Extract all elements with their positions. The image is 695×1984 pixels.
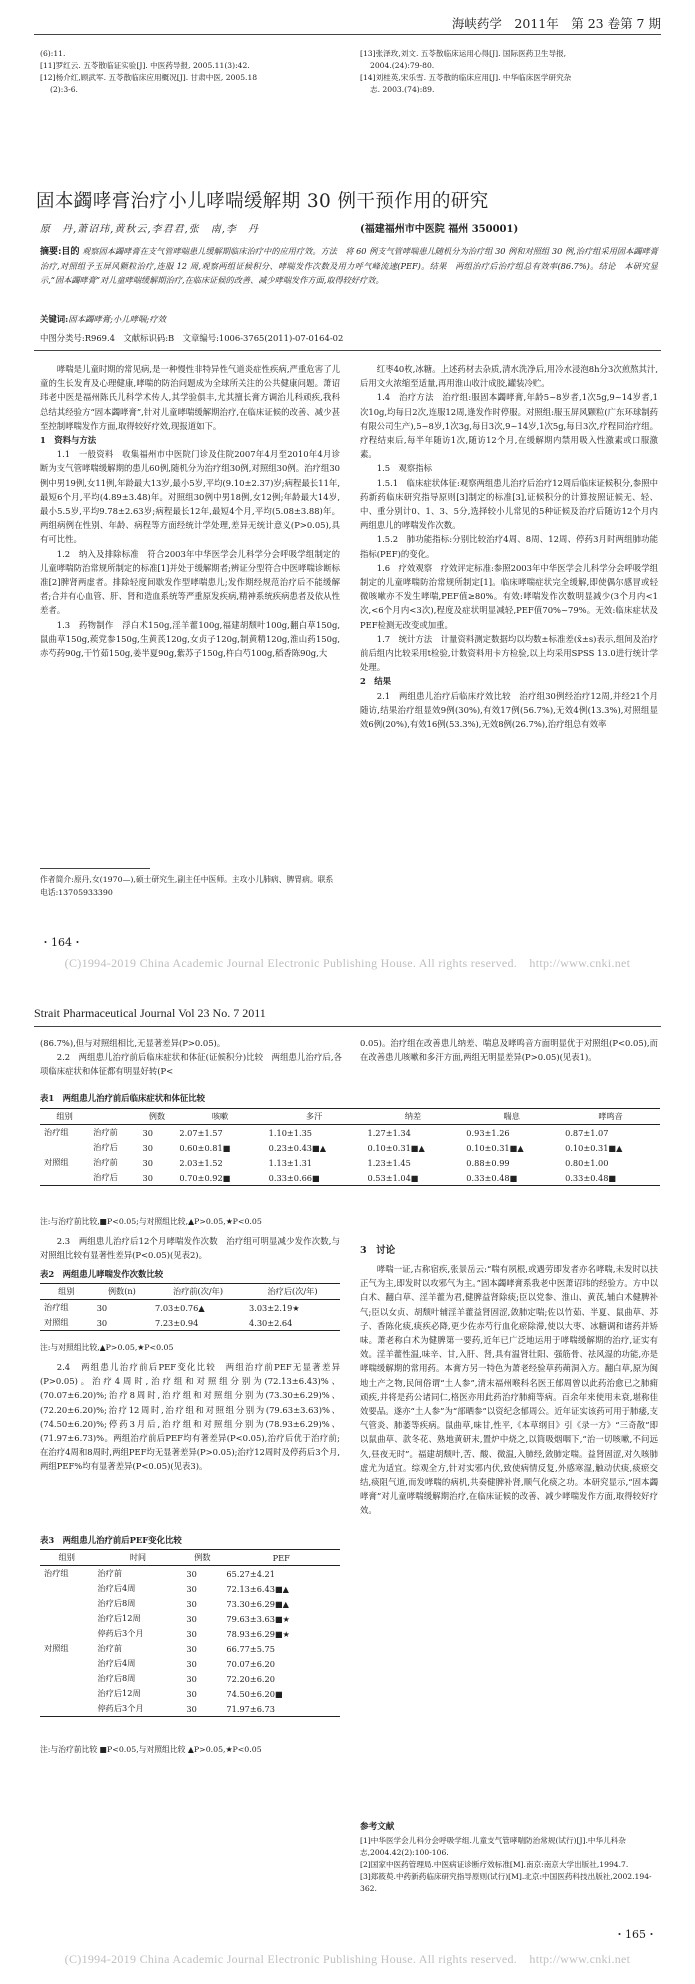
table-cell: 0.87±1.07 — [565, 1127, 609, 1138]
table-cell: 30 — [186, 1688, 197, 1699]
section-heading: 2 结果 — [360, 676, 391, 687]
table-cell — [40, 1701, 93, 1717]
table2 — [40, 1283, 340, 1331]
discussion-body — [360, 1262, 658, 1518]
table-header-cell — [89, 1109, 138, 1125]
page-number: ・164・ — [40, 936, 83, 949]
table-row — [40, 1155, 660, 1170]
table-cell: 0.60±0.81■ — [179, 1142, 231, 1153]
table-cell: 30 — [142, 1127, 153, 1138]
table-cell: 治疗后12周 — [97, 1688, 141, 1698]
right-column — [360, 362, 658, 731]
paragraph: 2.4 两组患儿治疗前后PEF变化比较 两组治疗前PEF无显著差异(P>0.05)。治疗4周时,治疗组和对照组分别为(72.13±6.43)%、(70.07±6.20)%;治疗8周时,治疗组和对照组分别为(73.30±6.29)%、(72.20±6.20)%;治疗12周时,治疗组和对照组分别为(79.63±3.63)%、(74.50±6.20)%;停药3月后,治疗组和对照组分别为(78.93±6.29)%、(71.97±6.73)%。两组治疗前后PEF均有著差异(P<0.05),治疗后优于治疗前;在治疗4周和8周时,两组PEF均无显著差异(P>0.05);治疗12周时及停药后3个月,两组PEF%均有显著差异(P<0.05)(见表3)。 — [40, 1362, 340, 1472]
table-cell: 30 — [142, 1172, 153, 1183]
keywords — [40, 313, 166, 325]
copyright-watermark: (C)1994-2019 China Academic Journal Electronic Publishing House. All rights reserved. http://www.cnki.net — [64, 956, 631, 970]
table-cell: 78.93±6.29■★ — [226, 1628, 291, 1639]
section-heading: 1 资料与方法 — [40, 435, 97, 446]
references-list — [360, 1835, 658, 1895]
table-cell: 治疗组 — [44, 1127, 69, 1137]
table-cell — [40, 1656, 93, 1671]
table1 — [40, 1108, 660, 1186]
table-cell: 0.33±0.66■ — [268, 1172, 320, 1183]
table2-caption: 表2 两组患儿哮喘发作次数比较 — [40, 1269, 164, 1279]
table-cell: 治疗后8周 — [97, 1673, 136, 1683]
table-cell: 30 — [142, 1142, 153, 1153]
table-header-cell: 治疗前(次/年) — [172, 1286, 224, 1296]
table-cell: 74.50±6.20■ — [226, 1688, 283, 1699]
table-cell: 3.03±2.19★ — [249, 1302, 300, 1313]
table-cell: 1.23±1.45 — [367, 1157, 411, 1168]
table-header-row — [40, 1550, 340, 1566]
table-cell: 30 — [186, 1673, 197, 1684]
table-cell: 71.97±6.73 — [226, 1703, 275, 1714]
reference-item: [1]中华医学会儿科分会呼吸学组.儿童支气管哮喘防治常规(试行)[J].中华儿科杂志,2004.42(2):100-106. — [360, 1836, 626, 1857]
table-cell: 73.30±6.29■▲ — [226, 1598, 289, 1609]
table-cell: 30 — [96, 1317, 108, 1328]
table-cell: 停药后3个月 — [97, 1628, 144, 1638]
table2-note: 注:与对照组比较,▲P>0.05,★P<0.05 — [40, 1343, 174, 1352]
table-cell: 30 — [186, 1583, 197, 1594]
running-header: 海峡药学 2011年 第 23 卷第 7 期 — [451, 16, 661, 31]
paragraph: 红枣40枚,冰糖。上述药材去杂质,清水洗净后,用冷水浸泡8h分3次煎熬其汁,后用文火浓缩至适量,再用淮山收汁成胶,罐装冷贮。 — [360, 364, 658, 389]
table-cell — [40, 1611, 93, 1626]
table-row — [40, 1566, 340, 1582]
table-cell: 对照组 — [44, 1643, 69, 1653]
abstract-text: 观察固本蠲哮膏在支气管哮喘患儿缓解期临床治疗中的应用疗效。方法 将 60 例支气管哮喘患儿随机分为治疗组 30 例和对照组 30 例,治疗组采用固本蠲哮膏治疗,对照组予玉屏风颗粒治疗,连服 12 周,观察两组证候积分、哮喘发作次数及用力呼气峰流速(PEF)。结果 两组治疗后治疗组总有效率(86.7%)。结论 本研究显示,“固本蠲哮膏”对儿童哮喘缓解期治疗,在临床证候的改善、减少哮喘发作方面,取得较好疗效。 — [40, 246, 658, 285]
table-cell: 治疗组 — [44, 1568, 69, 1578]
table-cell: 0.10±0.31■▲ — [367, 1142, 425, 1153]
table-cell: 30 — [186, 1568, 197, 1579]
table-cell: 0.33±0.48■ — [466, 1172, 518, 1183]
table-cell: 30 — [186, 1643, 197, 1654]
table-cell: 治疗后 — [93, 1172, 118, 1182]
table-cell: 0.70±0.92■ — [179, 1172, 231, 1183]
table-cell: 4.30±2.64 — [249, 1317, 293, 1328]
table-header-cell: 喘息 — [503, 1111, 520, 1121]
paragraph: 1.2 纳入及排除标准 符合2003年中华医学会儿科学分会呼吸学组制定的儿童哮喘防治常规所制定的标准[1]并处于缓解期者;辨证分型符合中医哮喘诊断标准[2]脾肾两虚者。排除轻度间歇发作型哮喘患儿;发作期经规范治疗后不能缓解者;合并有心血管、肝、肾和造血系统等严重原发疾病,精神系统疾病患者及依从性差者。 — [40, 548, 340, 616]
top-refs-right — [360, 48, 660, 96]
table-cell: 治疗后4周 — [97, 1658, 136, 1668]
table-row — [40, 1611, 340, 1626]
table-cell: 治疗前 — [97, 1568, 123, 1578]
section-2-3 — [40, 1234, 340, 1262]
paragraph: 1.5 观察指标 — [376, 463, 432, 474]
author-list: 原 丹,萧诏玮,黄秋云,李君君,张 南,李 丹 — [40, 224, 259, 235]
paragraph: 1.4 治疗方法 治疗组:服固本蠲哮膏,年龄5~8岁者,1次5g,9~14岁者,1次10g,均每日2次,连服12周,逢发作时停服。对照组:服玉屏风颗粒(广东环球制药有限公司生产),5~8岁,1次3g,每日3次,9~14岁,1次5g,每日3次,疗程同治疗组。疗程结束后,每半年随访1次,随访12个月,在缓解期内禁用吸入性激素或口服激素。 — [360, 392, 658, 460]
reference-item: [3]郑筱萸.中药新药临床研究指导原则(试行)[M].北京:中国医药科技出版社,2002.194-362. — [360, 1872, 652, 1893]
table-row — [40, 1671, 340, 1686]
table-header-cell: 例数 — [194, 1552, 211, 1562]
table-cell: 72.20±6.20 — [226, 1673, 275, 1684]
paragraph: 1.3 药物制作 浮白术150g,淫羊藿100g,福建胡颓叶100g,翻白草150g,鼠曲草150g,蒺党参150g,生黄芪120g,女贞子120g,制黄精120g,淮山药150g,赤芍药90g,干竹茹150g,姜半夏90g,紫苏子150g,杵白芍100g,稻香陈90g,大 — [40, 619, 340, 659]
table-cell: 2.07±1.57 — [179, 1127, 223, 1138]
table-cell — [40, 1671, 93, 1686]
table-cell: 治疗后4周 — [97, 1583, 136, 1593]
table-cell: 停药后3个月 — [97, 1703, 144, 1713]
classification-line: 中图分类号:R969.4 文献标识码:B 文章编号:1006-3765(2011)-07-0164-02 — [40, 333, 344, 343]
table-row — [40, 1686, 340, 1701]
paragraph: 2.3 两组患儿治疗后12个月哮喘发作次数 治疗组可明显减少发作次数,与对照组比较有显著性差异(P<0.05)(见表2)。 — [40, 1236, 340, 1261]
table-header-cell: 咳嗽 — [211, 1111, 229, 1121]
header-rule — [34, 1026, 661, 1027]
table-row — [40, 1641, 340, 1656]
table-cell: 65.27±4.21 — [226, 1568, 275, 1579]
paragraph: 1.1 一般资料 收集福州市中医院门诊及住院2007年4月至2010年4月诊断为支气管哮喘缓解期的患儿60例,随机分为治疗组30例,对照组30例。治疗组30例中男19例,女11例,年龄最大13岁,最小5岁,平均(9.10±2.37)岁;病程最长11年,最短6个月,平均(4.89±3.48)年。对照组30例中男18例,女12例;年龄最大14岁,最小5.5岁,平均9.78±2.63岁;病程最长12年,最短4个月,平均(5.08±3.88)年。两组病例在性别、年龄、病程等方面经统计学处理,差异无统计意义(P>0.05),具有可比性。 — [40, 449, 340, 545]
table-cell: 治疗前 — [93, 1127, 118, 1137]
affiliation: (福建福州市中医院 福州 350001) — [360, 224, 519, 235]
table1-caption: 表1 两组患儿治疗前后临床症状和体征比较 — [40, 1093, 205, 1103]
table-cell: 1.10±1.35 — [268, 1127, 312, 1138]
table-cell: 0.10±0.31■▲ — [466, 1142, 524, 1153]
table-header-cell: 多汗 — [305, 1111, 323, 1121]
abstract-rule — [34, 350, 661, 351]
table-cell: 30 — [186, 1628, 197, 1639]
paragraph: 哮喘是儿童时期的常见病,是一种慢性非特异性气道炎症性疾病,严重危害了儿童的生长发育及心理健康,哮喘的防治问题成为全球所关注的公共健康问题。萧诏玮老中医是福州陈氏儿科学术传人,其学验俱丰,尤其擅长膏方调治儿科顽疾,我科总结其经验方“固本蠲哮膏”,针对儿童哮喘缓解期治疗,在临床证候的改善、减少甚至控制哮喘发作方面,取得较好疗效,现报道如下。 — [40, 364, 340, 431]
ref-line: 志. 2003.(74):89. — [370, 85, 435, 94]
paragraph: 1.6 疗效观察 疗效评定标准:参照2003年中华医学会儿科学分会呼吸学组制定的儿童哮喘防治常规所制定[1]。临床哮喘症状完全缓解,即使偶尔感冒或轻微咳嗽亦不发生哮喘,PEF值≥80%。有效:哮喘发作次数明显减少(3个月内<1次,<6个月内<3次),程度及症状明显减轻,PEF值70%~79%。无效:临床症状及PEF检测无改变或加重。 — [360, 562, 658, 630]
left-column — [40, 362, 340, 660]
table-cell: 治疗后8周 — [97, 1598, 136, 1608]
table-header-cell: 时间 — [129, 1552, 147, 1562]
table1-note: 注:与治疗前比较,■P<0.05;与对照组比较,▲P>0.05,★P<0.05 — [40, 1217, 262, 1226]
ref-line: [11]罗红云. 五苓散临证实验[J]. 中医药导报, 2005.11(3):42. — [40, 61, 250, 70]
table-cell: 治疗后 — [93, 1142, 118, 1152]
paragraph: 2.2 两组患儿治疗前后临床症状和体征(证候积分)比较 两组患儿治疗后,各项临床症状和体征都有明显好转(P< — [40, 1052, 342, 1077]
table-cell — [40, 1170, 89, 1186]
table-cell: 7.23±0.94 — [155, 1317, 199, 1328]
table-cell: 0.88±0.99 — [466, 1157, 510, 1168]
table3 — [40, 1549, 340, 1717]
left-top-text — [40, 1036, 342, 1079]
ref-line: [14]刘桂英,宋乐雪. 五苓散的临床应用[J]. 中华临床医学研究杂 — [360, 73, 572, 82]
table-cell: 30 — [142, 1157, 153, 1168]
table-row — [40, 1596, 340, 1611]
table-cell — [40, 1686, 93, 1701]
table-cell — [40, 1626, 93, 1641]
paragraph: 0.05)。治疗组在改善患儿纳差、喘息及哮鸣音方面明显优于对照组(P<0.05),而在改善患儿咳嗽和多汗方面,两组无明显差异(P>0.05)(见表1)。 — [360, 1038, 658, 1063]
table-cell: 7.03±0.76▲ — [155, 1302, 205, 1313]
table-row — [40, 1315, 340, 1331]
table-cell: 0.93±1.26 — [466, 1127, 510, 1138]
table-header-cell: 例数(n) — [107, 1286, 136, 1296]
page-number: ・165・ — [614, 1928, 657, 1941]
table-cell: 30 — [186, 1598, 197, 1609]
table-cell: 30 — [186, 1613, 197, 1624]
keywords-text: 固本蠲哮膏;小儿哮喘;疗效 — [68, 314, 166, 324]
table-cell: 0.23±0.43■▲ — [268, 1142, 327, 1153]
table-cell: 66.77±5.75 — [226, 1643, 275, 1654]
table-header-cell: 治疗后(次/年) — [267, 1286, 318, 1296]
keywords-label: 关键词: — [40, 314, 69, 324]
table-cell: 30 — [96, 1302, 108, 1313]
header-rule — [34, 34, 661, 35]
table-header-cell: 组别 — [58, 1286, 75, 1296]
top-refs-left — [40, 48, 345, 96]
table-cell: 治疗组 — [44, 1302, 69, 1312]
table-header-cell: 哮鸣音 — [598, 1111, 623, 1121]
table-cell: 30 — [186, 1703, 197, 1714]
ref-line: (2):3-6. — [50, 85, 78, 94]
table-cell: 治疗前 — [93, 1157, 118, 1167]
abstract-label: 摘要:目的 — [40, 247, 80, 257]
abstract — [40, 244, 658, 287]
table-row — [40, 1701, 340, 1717]
table-header-cell: PEF — [272, 1552, 290, 1563]
author-note: 作者简介:原丹,女(1970—),硕士研究生,副主任中医师。主攻小儿肺病、脾胃病。联系电话:13705933390 — [40, 875, 334, 897]
table-cell — [40, 1140, 89, 1155]
table-header-row — [40, 1284, 340, 1300]
table-row — [40, 1626, 340, 1641]
running-header: Strait Pharmaceutical Journal Vol 23 No. 7 2011 — [34, 1006, 266, 1020]
table-row — [40, 1170, 660, 1186]
journal-page-165 — [0, 992, 695, 1984]
ref-line: (6):11. — [40, 49, 66, 58]
ref-line: [12]杨介红,顾武军. 五苓散临床应用概况[J]. 甘肃中医, 2005.18 — [40, 73, 258, 82]
table-cell: 0.10±0.31■▲ — [565, 1142, 623, 1153]
table-row — [40, 1656, 340, 1671]
paragraph: 哮喘一证,古称宿疾,张景岳云:“喘有夙根,或遇劳即发者亦名哮喘,未发时以扶正气为主,即发时以攻邪气为主。”固本蠲哮膏系我老中医萧诏玮的经验方。方中以白术、翻白草、淫羊藿为君,健脾益肾除痰;臣以党参、淮山、黄芪,辅白术健脾补气;臣以女贞、胡颓叶辅淫羊藿益肾固涩,敛肺定喘;佐以竹茹、半夏、鼠曲草、苏子、香陈化痰,痰疾必降,更少佐赤芍行血化瘀除滞,使以大枣、冰糖调和诸药并矫味。萧老称白术为健脾第一要药,近年已广泛地运用于哮喘缓解期的治疗,证实有效。淫羊藿性温,味辛、甘,入肝、肾,具有温肾壮阳、强筋骨、祛风湿的功能,亦是哮喘缓解期的常用药。本膏方另一特色为萧老经验草药蒴洞入方。翻白草,原为闽地土产之物,民间俗谓“土人参”,清末福州喉科名医王郁周曾以此药治愈已之肺痈顽疾,并将是药公诸同仁,格医亦用此药治疗肺痈等病。百余年来使用未衰,堪称佳效要品。遂亦“土人参”为“部晒参”以资纪念郁周公。近年证实该药可用于肺痿,支气管炎、肺萎等疾病。鼠曲草,味甘,性平,《本草纲目》引《录一方》“三奇散”即以鼠曲草、款冬花、熟地黄研末,置炉中烧之,以筒吸烟咽下,“治一切咳嗽,不问远久,昼夜无时”。福建胡颓叶,苦、酸、微温,入肺经,敛肺定喘。益肾固涩,对久咳肺虚尤为适宜。综观全方,针对实邪内伏,致使病情反复,外感寒湿,触动伏痰,痰瘀交结,痰阻气道,而发哮喘的病机,共奏健脾补肾,顺气化痰之功。本研究显示,“固本蠲哮膏”对儿童哮喘缓解期治疗,在临床证候的改善、减少哮喘发作方面,取得较好疗效。 — [360, 1264, 658, 1516]
paragraph: (86.7%),但与对照组相比,无显著差异(P>0.05)。 — [40, 1038, 226, 1048]
table-cell: 30 — [186, 1658, 197, 1669]
table-header-cell: 例数 — [148, 1111, 166, 1121]
table3-caption: 表3 两组患儿治疗前后PEF变化比较 — [40, 1535, 182, 1545]
table3-note: 注:与治疗前比较 ■P<0.05,与对照组比较 ▲P>0.05,★P<0.05 — [40, 1745, 262, 1754]
table-row — [40, 1581, 340, 1596]
discussion-heading: 3 讨论 — [360, 1245, 396, 1256]
ref-line: 2004.(24):79-80. — [370, 61, 435, 70]
table-row — [40, 1125, 660, 1141]
table-cell: 对照组 — [44, 1317, 69, 1327]
table-cell: 1.13±1.31 — [268, 1157, 312, 1168]
table-header-cell: 组别 — [58, 1552, 75, 1562]
footnote-rule — [40, 868, 150, 869]
paragraph: 1.5.2 肺功能指标:分别比较治疗4周、8周、12周、停药3月时两组肺功能指标(PEF)的变化。 — [360, 534, 658, 559]
table-cell — [40, 1596, 93, 1611]
table-header-row — [40, 1109, 660, 1125]
table-cell: 对照组 — [44, 1157, 69, 1167]
table-row — [40, 1140, 660, 1155]
table-header-cell: 纳差 — [404, 1111, 422, 1121]
table-cell — [40, 1581, 93, 1596]
table-cell: 72.13±6.43■▲ — [226, 1583, 289, 1594]
right-top-text — [360, 1036, 658, 1064]
reference-item: [2]国家中医药管理局.中医病证诊断疗效标准[M].南京:南京大学出版社,1994.7. — [360, 1860, 629, 1869]
ref-line: [13]张泽玫,刘文. 五苓散临床运用心得[J]. 国际医药卫生导报, — [360, 49, 567, 58]
table-cell: 1.27±1.34 — [367, 1127, 411, 1138]
table-cell: 治疗前 — [97, 1643, 123, 1653]
table-cell: 治疗后12周 — [97, 1613, 141, 1623]
table-cell: 79.63±3.63■★ — [226, 1613, 291, 1624]
paragraph: 2.1 两组患儿治疗后临床疗效比较 治疗组30例经治疗12周,并经21个月随访,结果治疗组显效9例(30%),有效17例(56.7%),无效4例(13.3%),对照组显效6例(20%),有效16例(53.3%),无效8例(26.7%),治疗组总有效率 — [360, 690, 658, 730]
copyright-watermark: (C)1994-2019 China Academic Journal Electronic Publishing House. All rights reserved. http://www.cnki.net — [64, 1952, 631, 1966]
table-cell: 0.53±1.04■ — [367, 1172, 419, 1183]
table-cell: 70.07±6.20 — [226, 1658, 275, 1669]
references-heading: 参考文献 — [360, 1822, 395, 1832]
paragraph: 1.5.1 临床症状体征:观察两组患儿治疗后治疗12周后临床证候积分,参照中药新药临床研究指导原则[3]制定的标准[3],证候积分的计算按照证候无、轻、中、重分别计0、1、3、5分,选择较小儿常见的5种证候及治疗后随访12个月内两组患儿的哮喘发作次数。 — [360, 477, 658, 531]
table-cell: 0.33±0.48■ — [565, 1172, 617, 1183]
paragraph: 1.7 统计方法 计量资料测定数据均以均数±标准差(x̄±s)表示,组间及治疗前后组内比较采用t检验,计数资料用卡方检验,以上均采用SPSS 13.0进行统计学处理。 — [360, 633, 658, 673]
table-cell: 2.03±1.52 — [179, 1157, 223, 1168]
section-2-4 — [40, 1360, 340, 1474]
table-cell: 0.80±1.00 — [565, 1157, 609, 1168]
table-row — [40, 1300, 340, 1316]
article-title: 固本蠲哮膏治疗小儿哮喘缓解期 30 例干预作用的研究 — [36, 191, 489, 212]
table-header-cell: 组别 — [56, 1111, 73, 1121]
